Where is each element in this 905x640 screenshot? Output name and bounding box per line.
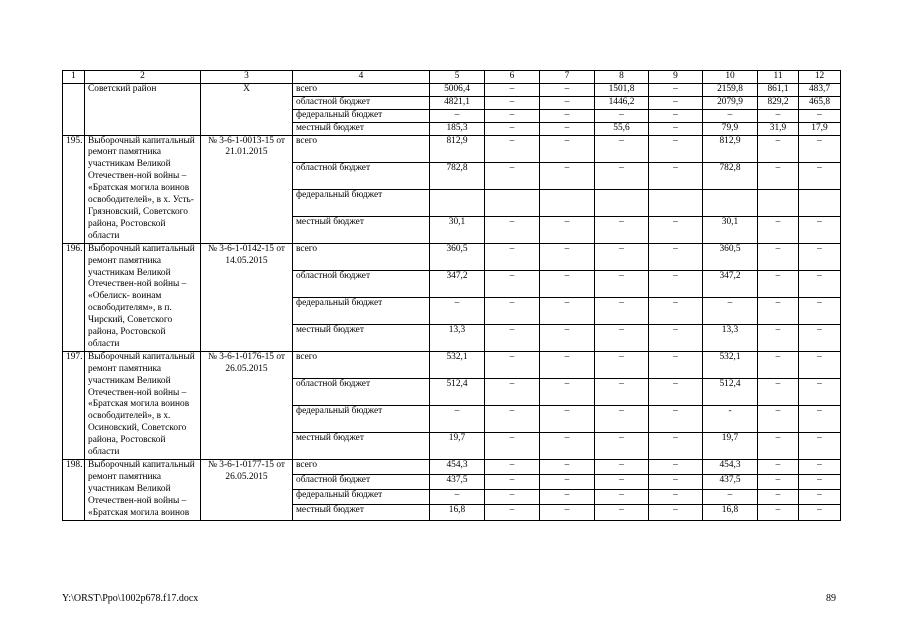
value-cell: – (758, 475, 799, 490)
value-cell: – (485, 475, 540, 490)
value-cell: – (649, 297, 703, 324)
value-cell: – (758, 490, 799, 505)
budget-source-cell: областной бюджет (293, 270, 430, 297)
value-cell: – (595, 216, 649, 243)
budget-source-cell: местный бюджет (293, 216, 430, 243)
value-cell: – (540, 83, 595, 96)
value-cell: – (540, 351, 595, 378)
value-cell: – (649, 216, 703, 243)
value-cell: – (540, 378, 595, 405)
header-cell: 8 (595, 71, 649, 84)
header-cell: 7 (540, 71, 595, 84)
budget-source-cell: всего (293, 351, 430, 378)
value-cell: – (595, 324, 649, 351)
value-cell: 861,1 (758, 83, 799, 96)
item-name: Выборочный капитальный ремонт памятника участникам Великой Отечествен-ной войны – «Обелиск- воинам освободителям», в п. Чирский, Советского района, Ростовской области (85, 243, 201, 351)
value-cell: – (649, 96, 703, 109)
value-cell: – (485, 162, 540, 189)
value-cell: 347,2 (430, 270, 485, 297)
district-row (63, 83, 841, 96)
value-cell: – (595, 109, 649, 122)
value-cell: – (799, 405, 841, 432)
value-cell: – (649, 351, 703, 378)
budget-source-cell: федеральный бюджет (293, 405, 430, 432)
value-cell: – (649, 270, 703, 297)
header-cell: 11 (758, 71, 799, 84)
header-cell: 2 (85, 71, 201, 84)
value-cell: – (649, 122, 703, 135)
value-cell: – (799, 243, 841, 270)
item-number-cell: 197. (63, 351, 85, 459)
value-cell: – (799, 270, 841, 297)
value-cell: – (703, 490, 758, 505)
value-cell: – (799, 505, 841, 520)
budget-source-cell: всего (293, 460, 430, 475)
value-cell: – (799, 135, 841, 162)
document-ref: № 3-6-1-0142-15 от 14.05.2015 (201, 243, 293, 351)
budget-source-cell: областной бюджет (293, 162, 430, 189)
value-cell: – (758, 243, 799, 270)
value-cell: – (799, 475, 841, 490)
value-cell: 782,8 (430, 162, 485, 189)
item-number-cell: 195. (63, 135, 85, 243)
value-cell: – (595, 270, 649, 297)
value-cell: – (540, 96, 595, 109)
value-cell: – (595, 460, 649, 475)
value-cell: – (540, 432, 595, 459)
value-cell: 2079,9 (703, 96, 758, 109)
value-cell: 483,7 (799, 83, 841, 96)
value-cell: – (703, 297, 758, 324)
value-cell: 812,9 (430, 135, 485, 162)
value-cell: – (485, 432, 540, 459)
value-cell: 360,5 (703, 243, 758, 270)
value-cell: 1446,2 (595, 96, 649, 109)
value-cell: – (799, 432, 841, 459)
value-cell: – (799, 162, 841, 189)
value-cell: – (485, 243, 540, 270)
value-cell: 13,3 (703, 324, 758, 351)
value-cell: – (595, 432, 649, 459)
value-cell: – (540, 243, 595, 270)
value-cell (799, 189, 841, 216)
value-cell: – (758, 505, 799, 520)
value-cell: – (649, 378, 703, 405)
value-cell: 4821,1 (430, 96, 485, 109)
value-cell: – (758, 378, 799, 405)
value-cell: – (758, 351, 799, 378)
value-cell: – (540, 162, 595, 189)
value-cell: – (799, 460, 841, 475)
header-cell: 5 (430, 71, 485, 84)
budget-source-cell: местный бюджет (293, 122, 430, 135)
value-cell: – (595, 351, 649, 378)
item-number-cell: 198. (63, 460, 85, 521)
value-cell: – (485, 460, 540, 475)
value-cell: 360,5 (430, 243, 485, 270)
value-cell: 829,2 (758, 96, 799, 109)
value-cell (430, 189, 485, 216)
value-cell: – (758, 432, 799, 459)
budget-source-cell: всего (293, 135, 430, 162)
value-cell (540, 189, 595, 216)
value-cell: 19,7 (430, 432, 485, 459)
value-cell: 1501,8 (595, 83, 649, 96)
item-row (63, 135, 841, 162)
value-cell: – (595, 378, 649, 405)
value-cell: – (540, 324, 595, 351)
value-cell: – (595, 405, 649, 432)
table-body (63, 71, 841, 521)
header-cell: 3 (201, 71, 293, 84)
value-cell: – (758, 270, 799, 297)
value-cell: – (430, 405, 485, 432)
budget-source-cell: областной бюджет (293, 96, 430, 109)
value-cell: – (540, 270, 595, 297)
budget-source-cell: федеральный бюджет (293, 490, 430, 505)
value-cell: – (485, 96, 540, 109)
value-cell: 437,5 (430, 475, 485, 490)
value-cell: 16,8 (430, 505, 485, 520)
budget-source-cell: всего (293, 83, 430, 96)
budget-source-cell: федеральный бюджет (293, 109, 430, 122)
value-cell: – (485, 270, 540, 297)
value-cell: – (485, 490, 540, 505)
value-cell: – (595, 135, 649, 162)
item-row (63, 243, 841, 270)
value-cell: – (649, 475, 703, 490)
budget-source-cell: федеральный бюджет (293, 189, 430, 216)
value-cell: – (703, 109, 758, 122)
header-cell: 4 (293, 71, 430, 84)
budget-source-cell: областной бюджет (293, 378, 430, 405)
value-cell: – (799, 324, 841, 351)
value-cell: – (485, 378, 540, 405)
value-cell: – (430, 490, 485, 505)
document-ref: Х (201, 83, 293, 135)
value-cell: 79,9 (703, 122, 758, 135)
value-cell: – (540, 490, 595, 505)
value-cell: 532,1 (703, 351, 758, 378)
value-cell: – (649, 162, 703, 189)
value-cell: – (799, 490, 841, 505)
value-cell: 16,8 (703, 505, 758, 520)
budget-table (62, 70, 841, 521)
footer-file-path: Y:\ORST\Ppo\1002p678.f17.docx (62, 593, 199, 604)
value-cell (703, 189, 758, 216)
value-cell: – (758, 162, 799, 189)
value-cell: – (649, 505, 703, 520)
district-name: Советский район (85, 83, 201, 135)
value-cell: – (540, 122, 595, 135)
item-row (63, 460, 841, 475)
value-cell: – (485, 297, 540, 324)
value-cell: – (595, 490, 649, 505)
value-cell: 512,4 (703, 378, 758, 405)
value-cell: – (799, 216, 841, 243)
budget-source-cell: местный бюджет (293, 324, 430, 351)
value-cell: – (540, 297, 595, 324)
value-cell: 437,5 (703, 475, 758, 490)
value-cell: – (649, 109, 703, 122)
value-cell: – (649, 135, 703, 162)
value-cell: – (485, 405, 540, 432)
value-cell: – (485, 122, 540, 135)
value-cell: – (430, 297, 485, 324)
item-name: Выборочный капитальный ремонт памятника участникам Великой Отечествен-ной войны – «Братская могила воинов (85, 460, 201, 521)
value-cell: – (758, 324, 799, 351)
value-cell: – (595, 162, 649, 189)
value-cell: – (799, 378, 841, 405)
value-cell: – (758, 216, 799, 243)
item-number-cell (63, 83, 85, 135)
value-cell: – (485, 505, 540, 520)
value-cell: – (595, 243, 649, 270)
value-cell: 5006,4 (430, 83, 485, 96)
budget-source-cell: местный бюджет (293, 505, 430, 520)
value-cell: 31,9 (758, 122, 799, 135)
header-cell: 6 (485, 71, 540, 84)
value-cell: - (703, 405, 758, 432)
value-cell: 55,6 (595, 122, 649, 135)
value-cell: 454,3 (703, 460, 758, 475)
value-cell: – (485, 109, 540, 122)
value-cell: – (540, 216, 595, 243)
value-cell: 454,3 (430, 460, 485, 475)
item-name: Выборочный капитальный ремонт памятника участникам Великой Отечествен-ной войны – «Братская могила воинов освободителей», в х. Осиновский, Советского района, Ростовской области (85, 351, 201, 459)
value-cell: – (540, 405, 595, 432)
value-cell: 532,1 (430, 351, 485, 378)
value-cell: 30,1 (703, 216, 758, 243)
value-cell: – (799, 351, 841, 378)
header-cell: 1 (63, 71, 85, 84)
value-cell: – (758, 405, 799, 432)
value-cell: – (649, 432, 703, 459)
value-cell: – (540, 475, 595, 490)
page-number: 89 (826, 593, 836, 604)
value-cell: – (430, 109, 485, 122)
budget-source-cell: областной бюджет (293, 475, 430, 490)
value-cell: – (595, 297, 649, 324)
value-cell (758, 189, 799, 216)
value-cell: – (649, 490, 703, 505)
item-number-cell: 196. (63, 243, 85, 351)
value-cell: 185,3 (430, 122, 485, 135)
value-cell: – (485, 324, 540, 351)
document-ref: № 3-6-1-0177-15 от 26.05.2015 (201, 460, 293, 521)
budget-source-cell: федеральный бюджет (293, 297, 430, 324)
value-cell: – (595, 505, 649, 520)
value-cell: 19,7 (703, 432, 758, 459)
value-cell: – (595, 475, 649, 490)
document-ref: № 3-6-1-0176-15 от 26.05.2015 (201, 351, 293, 459)
value-cell: – (758, 297, 799, 324)
value-cell: 13,3 (430, 324, 485, 351)
value-cell: 2159,8 (703, 83, 758, 96)
value-cell: – (540, 109, 595, 122)
item-name: Выборочный капитальный ремонт памятника участникам Великой Отечествен-ной войны – «Братская могила воинов освободителей», в х. Усть-Грязновский, Советского района, Ростовской области (85, 135, 201, 243)
value-cell: – (485, 351, 540, 378)
header-row (63, 71, 841, 84)
value-cell: – (649, 83, 703, 96)
document-ref: № 3-6-1-0013-15 от 21.01.2015 (201, 135, 293, 243)
value-cell (595, 189, 649, 216)
value-cell: 347,2 (703, 270, 758, 297)
budget-source-cell: всего (293, 243, 430, 270)
value-cell: 465,8 (799, 96, 841, 109)
value-cell (485, 189, 540, 216)
value-cell: – (649, 243, 703, 270)
value-cell: – (758, 109, 799, 122)
value-cell: – (540, 460, 595, 475)
value-cell: – (540, 135, 595, 162)
value-cell: – (485, 135, 540, 162)
value-cell: 782,8 (703, 162, 758, 189)
value-cell (649, 189, 703, 216)
item-row (63, 351, 841, 378)
value-cell: – (649, 460, 703, 475)
value-cell: 812,9 (703, 135, 758, 162)
budget-source-cell: местный бюджет (293, 432, 430, 459)
value-cell: 512,4 (430, 378, 485, 405)
value-cell: – (649, 324, 703, 351)
header-cell: 10 (703, 71, 758, 84)
header-cell: 12 (799, 71, 841, 84)
value-cell: – (649, 405, 703, 432)
value-cell: – (758, 460, 799, 475)
value-cell: – (540, 505, 595, 520)
header-cell: 9 (649, 71, 703, 84)
value-cell: – (758, 135, 799, 162)
value-cell: – (485, 83, 540, 96)
value-cell: – (799, 297, 841, 324)
value-cell: 30,1 (430, 216, 485, 243)
value-cell: 17,9 (799, 122, 841, 135)
value-cell: – (799, 109, 841, 122)
value-cell: – (485, 216, 540, 243)
